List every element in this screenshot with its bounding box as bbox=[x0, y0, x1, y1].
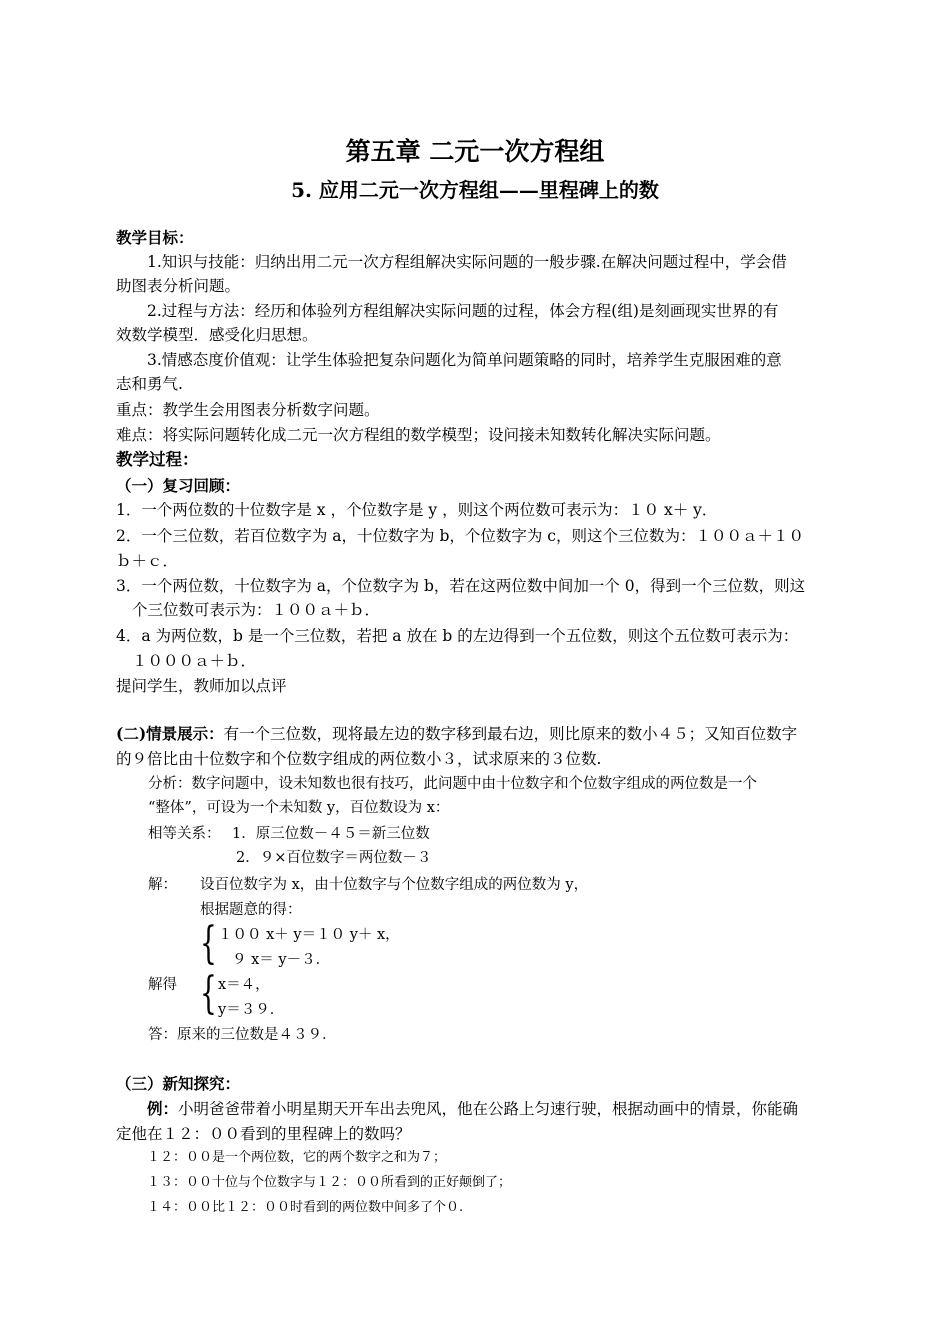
section-title: 5. 应用二元一次方程组——里程碑上的数 bbox=[291, 178, 659, 202]
scenario-line-2: 的９倍比由十位数字和个位数字组成的两位数小３，试求原来的３位数. bbox=[116, 750, 602, 768]
example-line-2: 定他在１２：００看到的里程碑上的数吗？ bbox=[116, 1125, 411, 1143]
explore-heading: （三）新知探究： bbox=[116, 1074, 241, 1093]
solution-line-2: 根据题意的得： bbox=[200, 902, 302, 918]
difficulty: 难点：将实际问题转化成二元一次方程组的数学模型；设问接未知数转化解决实际问题。 bbox=[116, 426, 721, 444]
example-label: 例： bbox=[147, 1099, 179, 1118]
objective-1-line-1: 1.知识与技能：归纳出用二元一次方程组解决实际问题的一般步骤.在解决问题过程中，学会借 bbox=[147, 253, 787, 271]
result-brace: { bbox=[200, 968, 217, 1019]
clue-3: １４：００比１２：００时看到的两位数中间多了个０. bbox=[147, 1200, 464, 1215]
review-note: 提问学生，教师加以点评 bbox=[116, 677, 287, 695]
equality-1: 1．原三位数－４５＝新三位数 bbox=[232, 826, 430, 842]
review-q3-line-1: 3．一个两位数，十位数字为 a，个位数字为 b，若在这两位数中间加一个 0，得到一个三位数，则这 bbox=[116, 577, 806, 595]
objectives-heading: 教学目标： bbox=[116, 228, 194, 247]
review-q4-line-2: １０００ａ＋ｂ． bbox=[132, 652, 257, 670]
process-heading: 教学过程： bbox=[116, 450, 199, 469]
example-text-1: 小明爸爸带着小明星期天开车出去兜风，他在公路上匀速行驶，根据动画中的情景，你能确 bbox=[178, 1100, 799, 1118]
result-x: x＝４， bbox=[218, 977, 270, 993]
scenario-answer: 答：原来的三位数是４３９． bbox=[148, 1027, 337, 1043]
system-eq-2: ９ x＝ y－３． bbox=[232, 952, 331, 968]
review-q2-line-2: ｂ＋ｃ． bbox=[116, 552, 179, 570]
review-q3-line-2: 个三位数可表示为：１００ａ＋ｂ． bbox=[132, 601, 381, 619]
analysis-line-1: 分析：数字问题中，设未知数也很有技巧，此问题中由十位数字和个位数字组成的两位数是一个 bbox=[148, 776, 757, 792]
objective-3-line-2: 志和勇气. bbox=[116, 375, 183, 393]
equality-label: 相等关系： bbox=[148, 826, 221, 842]
key-point: 重点：教学生会用图表分析数字问题。 bbox=[116, 401, 380, 419]
scenario-line-1 bbox=[116, 724, 797, 744]
analysis-line-2: “整体”，可设为一个未知数 y，百位数设为 x： bbox=[148, 800, 450, 816]
review-q2-line-1: 2．一个三位数，若百位数字为 a，十位数字为 b，个位数字为 c，则这个三位数为：１００ａ＋１０ bbox=[116, 527, 804, 545]
solution-label: 解： bbox=[148, 877, 177, 893]
solution-line-1: 设百位数字为 x，由十位数字与个位数字组成的两位数为 y， bbox=[200, 877, 589, 893]
chapter-title: 第五章 二元一次方程组 bbox=[345, 137, 605, 166]
objective-1-line-2: 助图表分析问题。 bbox=[116, 277, 241, 295]
scenario-heading: (二)情景展示： bbox=[116, 724, 224, 743]
review-heading: （一）复习回顾： bbox=[116, 476, 241, 495]
clue-2: １３：００十位与个位数字与１２：００所看到的正好颠倒了； bbox=[147, 1175, 512, 1190]
clue-1: １２：００是一个两位数，它的两个数字之和为７； bbox=[147, 1150, 447, 1165]
objective-2-line-1: 2.过程与方法：经历和体验列方程组解决实际问题的过程，体会方程(组)是刻画现实世界的有 bbox=[147, 302, 779, 320]
equality-2: 2．９×百位数字＝两位数－３ bbox=[236, 850, 432, 866]
objective-2-line-2: 效数学模型．感受化归思想。 bbox=[116, 326, 318, 344]
system-brace: { bbox=[200, 918, 217, 969]
review-q4-line-1: 4．a 为两位数，b 是一个三位数，若把 a 放在 b 的左边得到一个五位数，则这个五位数可表示为： bbox=[116, 627, 799, 645]
solved-label: 解得 bbox=[148, 977, 177, 993]
example-line-1 bbox=[147, 1099, 798, 1119]
system-eq-1: １００ x＋ y＝１０ y＋ x， bbox=[218, 927, 400, 943]
scenario-text-1: 有一个三位数，现将最左边的数字移到最右边，则比原来的数小４５；又知百位数字 bbox=[223, 725, 798, 743]
objective-3-line-1: 3.情感态度价值观：让学生体验把复杂问题化为简单问题策略的同时，培养学生克服困难的意 bbox=[147, 351, 782, 369]
review-q1: 1．一个两位数的十位数字是 x ，个位数字是 y ，则这个两位数可表示为：１０ x＋ y． bbox=[116, 501, 718, 519]
result-y: y＝３９． bbox=[218, 1002, 285, 1018]
